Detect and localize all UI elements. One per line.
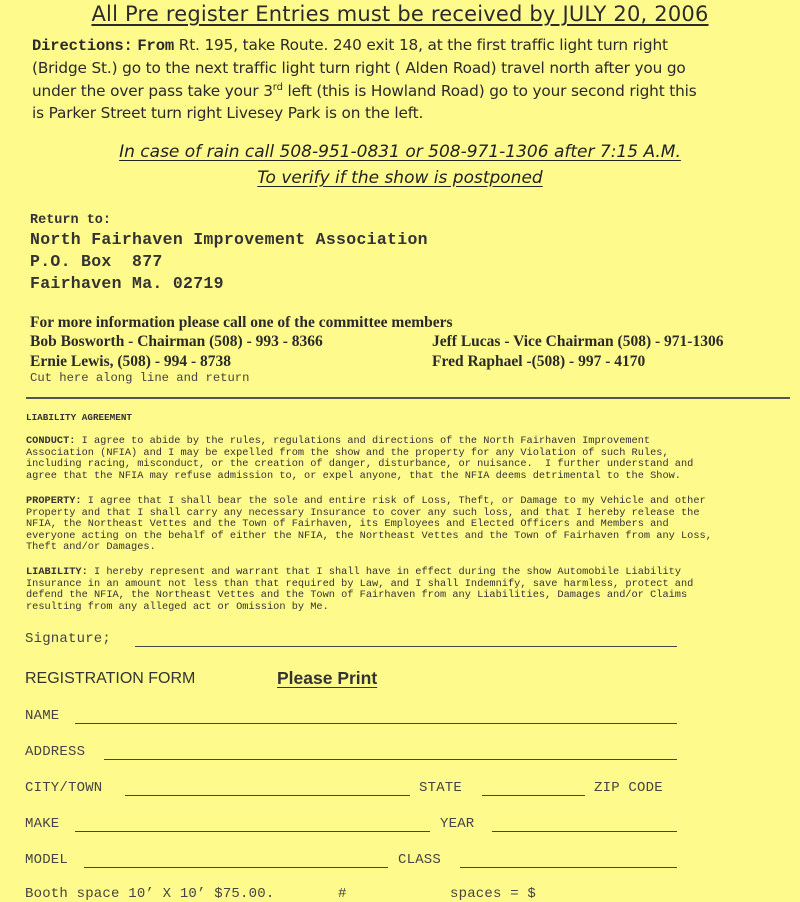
state-field[interactable] xyxy=(482,795,585,796)
conduct-clause: CONDUCT: I agree to abide by the rules, regulations and directions of the North Fairhaven Improvement Association (NFIA) and I may be expelled from the show and the property for any Violation of such Rules, including racing, misconduct, or the creation of danger, disturbance, or nuisance. I further understand and agree that the NFIA may refuse admission to, or expel anyone, that the NFIA deems detrimental to the Show. xyxy=(26,435,694,482)
signature-field[interactable] xyxy=(135,646,677,647)
booth-count-label: # xyxy=(338,886,347,902)
name-field[interactable] xyxy=(75,723,677,724)
directions-line-3: under the over pass take your 3rd left (this is Howland Road) go to your second right this xyxy=(32,81,697,100)
deadline-headline: All Pre register Entries must be received by JULY 20, 2006 xyxy=(91,2,709,26)
please-print-heading: Please Print xyxy=(277,668,378,688)
booth-space-label: Booth space 10’ X 10’ $75.00. xyxy=(25,886,275,902)
return-address xyxy=(30,212,428,295)
year-label: YEAR xyxy=(440,816,475,832)
make-label: MAKE xyxy=(25,816,60,832)
directions-line-1: Directions: From Rt. 195, take Route. 240 exit 18, at the first traffic light turn right xyxy=(32,36,668,55)
return-label: Return to: xyxy=(30,213,112,228)
directions-line-2: (Bridge St.) go to the next traffic light turn right ( Alden Road) travel north after you go xyxy=(32,59,686,78)
contacts-intro: For more information please call one of the committee members xyxy=(30,314,453,331)
name-label: NAME xyxy=(25,708,60,724)
state-label: STATE xyxy=(419,780,463,796)
city-town-label: CITY/TOWN xyxy=(25,780,103,796)
property-clause: PROPERTY: I agree that I shall bear the sole and entire risk of Loss, Theft, or Damage to my Vehicle and other Property and that I shall carry any necessary Insurance to cover any such loss, and that I hereby release the NFIA, the Northeast Vettes and the Town of Fairhaven, its Employees and Elected Officers and Members and everyone acting on the behalf of either the NFIA, the Northeast Vettes and the Town of Fairhaven from any Loss, Theft and/or Damages. xyxy=(26,495,712,554)
booth-total-label: spaces = $ xyxy=(450,886,537,902)
liability-agreement-title: LIABILITY AGREEMENT xyxy=(26,412,133,423)
model-label: MODEL xyxy=(25,852,69,868)
cut-instruction: Cut here along line and return xyxy=(30,371,250,385)
return-po-box: P.O. Box 877 xyxy=(30,252,163,271)
liability-clause: LIABILITY: I hereby represent and warrant that I shall have in effect during the show Automobile Liability Insurance in an amount not less than that required by Law, and I shall Indemnify, save harmless, protect and defend the NFIA, the Northeast Vettes and the Town of Fairhaven from any Liabilities, Damages and/or Claims resulting from any alleged act or Omission by Me. xyxy=(26,566,694,613)
contact-fred-raphael: Fred Raphael -(508) - 997 - 4170 xyxy=(432,353,646,370)
contact-ernie-lewis: Ernie Lewis, (508) - 994 - 8738 xyxy=(30,353,232,370)
make-field[interactable] xyxy=(75,831,430,832)
address-label: ADDRESS xyxy=(25,744,86,760)
directions-label: Directions: xyxy=(32,37,133,55)
signature-label: Signature; xyxy=(25,631,112,647)
year-field[interactable] xyxy=(492,831,677,832)
cut-line-divider xyxy=(26,397,790,399)
rain-notice-line-2: To verify if the show is postponed xyxy=(257,168,543,188)
directions-line-4: is Parker Street turn right Livesey Park is on the left. xyxy=(32,103,424,122)
directions-paragraph xyxy=(32,34,797,124)
return-organization: North Fairhaven Improvement Association xyxy=(30,230,428,249)
rain-notice-line-1: In case of rain call 508-951-0831 or 508-971-1306 after 7:15 A.M. xyxy=(119,142,681,162)
directions-from: From xyxy=(137,37,174,55)
return-city-state-zip: Fairhaven Ma. 02719 xyxy=(30,274,224,293)
model-field[interactable] xyxy=(84,867,388,868)
city-town-field[interactable] xyxy=(125,795,410,796)
class-field[interactable] xyxy=(460,867,677,868)
contact-bob-bosworth: Bob Bosworth - Chairman (508) - 993 - 8366 xyxy=(30,333,323,350)
zip-code-label: ZIP CODE xyxy=(594,780,663,796)
class-label: CLASS xyxy=(398,852,442,868)
registration-form-title: REGISTRATION FORM xyxy=(25,670,196,687)
address-field[interactable] xyxy=(104,759,677,760)
contact-jeff-lucas: Jeff Lucas - Vice Chairman (508) - 971-1306 xyxy=(432,333,724,350)
